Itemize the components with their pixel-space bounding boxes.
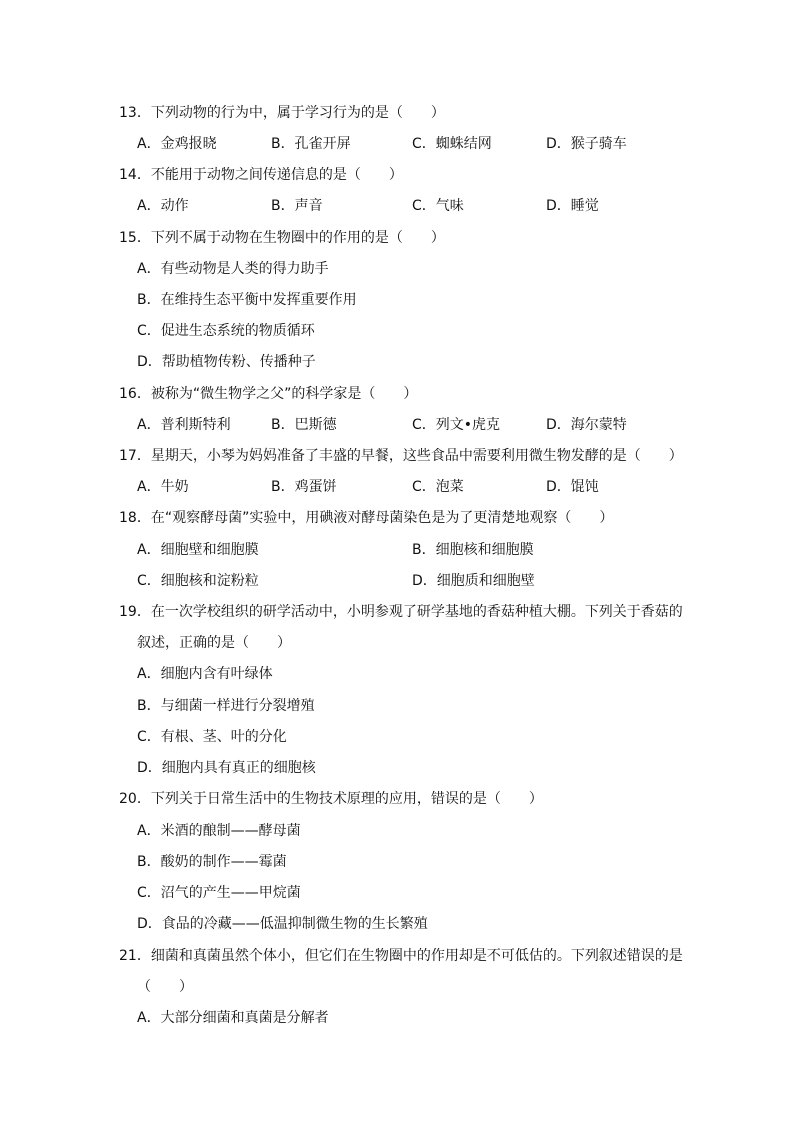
question-19-stem-line2: 叙述，正确的是（ ）: [137, 635, 291, 651]
q13-option-d: D．猴子骑车: [546, 136, 627, 152]
question-21-stem-line2: （ ）: [137, 979, 193, 995]
question-17-stem: 17．星期天，小琴为妈妈准备了丰盛的早餐，这些食品中需要利用微生物发酵的是（ ）: [119, 448, 683, 464]
q16-option-b: B．巴斯德: [271, 417, 337, 433]
q13-option-a: A．金鸡报晓: [137, 136, 217, 152]
q15-option-d: D．帮助植物传粉、传播种子: [137, 354, 316, 370]
q17-option-b: B．鸡蛋饼: [271, 479, 337, 495]
q20-option-d: D．食品的冷藏——低温抑制微生物的生长繁殖: [137, 916, 428, 932]
q19-option-d: D．细胞内具有真正的细胞核: [137, 760, 316, 776]
q15-option-a: A．有些动物是人类的得力助手: [137, 261, 329, 277]
q19-option-c: C．有根、茎、叶的分化: [137, 729, 287, 745]
q14-option-a: A．动作: [137, 198, 189, 214]
question-19-stem-line1: 19．在一次学校组织的研学活动中，小明参观了研学基地的香菇种植大棚。下列关于香菇的: [119, 604, 683, 620]
question-18-stem: 18．在“观察酵母菌”实验中，用碘液对酵母菌染色是为了更清楚地观察（ ）: [119, 510, 614, 526]
q19-option-a: A．细胞内含有叶绿体: [137, 666, 273, 682]
q16-option-a: A．普利斯特利: [137, 417, 231, 433]
q18-option-b: B．细胞核和细胞膜: [412, 542, 534, 558]
q14-option-b: B．声音: [271, 198, 323, 214]
q20-option-b: B．酸奶的制作——霉菌: [137, 854, 287, 870]
q17-option-d: D．馄饨: [546, 479, 599, 495]
question-16-stem: 16．被称为“微生物学之父”的科学家是（ ）: [119, 386, 418, 402]
q16-option-c: C．列文•虎克: [412, 417, 501, 433]
question-15-stem: 15．下列不属于动物在生物圈中的作用的是（ ）: [119, 230, 445, 246]
q20-option-c: C．沼气的产生——甲烷菌: [137, 885, 301, 901]
q13-option-c: C．蜘蛛结网: [412, 136, 492, 152]
question-20-stem: 20．下列关于日常生活中的生物技术原理的应用，错误的是（ ）: [119, 791, 543, 807]
q13-option-b: B．孔雀开屏: [271, 136, 351, 152]
question-14-stem: 14．不能用于动物之间传递信息的是（ ）: [119, 167, 403, 183]
q21-option-a: A．大部分细菌和真菌是分解者: [137, 1010, 329, 1026]
q18-option-a: A．细胞壁和细胞膜: [137, 542, 259, 558]
q18-option-d: D．细胞质和细胞壁: [412, 573, 535, 589]
q19-option-b: B．与细菌一样进行分裂增殖: [137, 698, 315, 714]
q16-option-d: D．海尔蒙特: [546, 417, 627, 433]
q17-option-a: A．牛奶: [137, 479, 189, 495]
question-21-stem-line1: 21．细菌和真菌虽然个体小，但它们在生物圈中的作用却是不可低估的。下列叙述错误的是: [119, 948, 683, 964]
q20-option-a: A．米酒的酿制——酵母菌: [137, 823, 301, 839]
q15-option-b: B．在维持生态平衡中发挥重要作用: [137, 292, 357, 308]
q18-option-c: C．细胞核和淀粉粒: [137, 573, 259, 589]
q14-option-d: D．睡觉: [546, 198, 599, 214]
q17-option-c: C．泡菜: [412, 479, 464, 495]
q14-option-c: C．气味: [412, 198, 464, 214]
question-13-stem: 13．下列动物的行为中，属于学习行为的是（ ）: [119, 105, 445, 121]
q15-option-c: C．促进生态系统的物质循环: [137, 323, 315, 339]
